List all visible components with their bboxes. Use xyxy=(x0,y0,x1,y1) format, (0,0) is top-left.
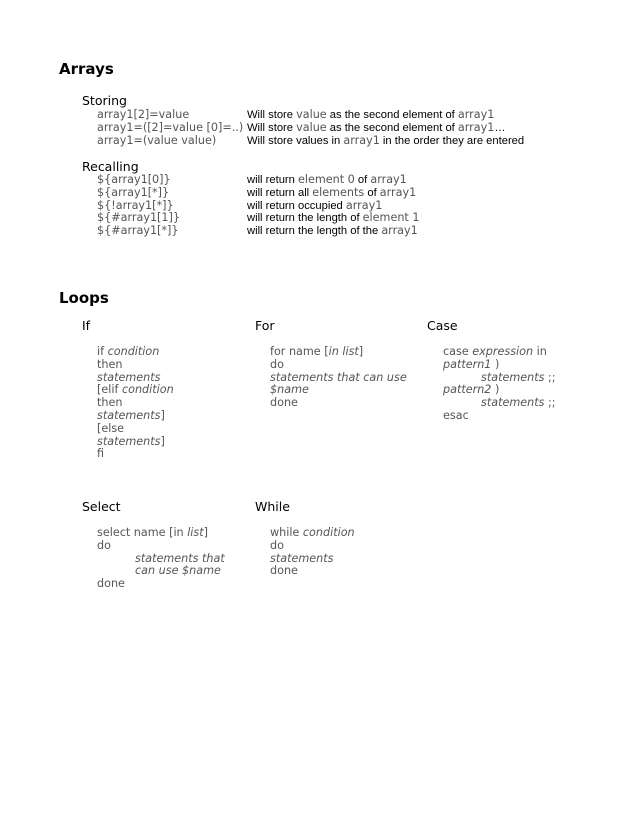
if-line: statements] xyxy=(97,408,165,422)
if-line: statements xyxy=(97,370,161,384)
case-line: pattern2 ) xyxy=(443,383,500,397)
for-line: do xyxy=(270,357,284,371)
storing-row-description: Will store values in array1 in the order they are entered xyxy=(247,133,525,147)
for-line: statements that can use xyxy=(270,370,407,384)
select-line: select name [in list] xyxy=(97,526,209,539)
for-line: done xyxy=(270,396,298,410)
while-line: while condition xyxy=(270,526,355,539)
if-heading: If xyxy=(82,318,91,333)
select-line: statements that xyxy=(135,551,225,565)
case-line: esac xyxy=(443,408,469,422)
storing-row-code: array1=(value value) xyxy=(97,133,217,147)
recalling-row-description: will return occupied array1 xyxy=(247,198,383,212)
storing-desc-list xyxy=(247,108,524,146)
storing-heading: Storing xyxy=(82,93,127,108)
case-line: case expression in xyxy=(443,345,547,358)
recalling-row-description: will return the length of the array1 xyxy=(247,224,418,238)
for-block xyxy=(270,345,407,409)
while-block xyxy=(270,526,355,577)
if-line: then xyxy=(97,357,123,371)
storing-row-description: Will store value as the second element of array1… xyxy=(247,120,506,134)
recalling-row-description: will return the length of element 1 xyxy=(247,211,420,225)
for-line: $name xyxy=(270,383,309,397)
recalling-desc-list xyxy=(247,173,419,237)
for-line: for name [in list] xyxy=(270,345,364,358)
if-line: if condition xyxy=(97,345,160,358)
while-line: done xyxy=(270,564,298,578)
for-heading: For xyxy=(255,318,275,333)
recalling-heading: Recalling xyxy=(82,159,139,174)
recalling-code-list xyxy=(97,173,180,237)
case-line: statements ;; xyxy=(481,370,556,384)
storing-row-code: array1=([2]=value [0]=..) xyxy=(97,120,244,134)
if-block xyxy=(97,345,174,460)
arrays-heading: Arrays xyxy=(59,60,114,78)
if-line: [elif condition xyxy=(97,383,174,397)
loops-heading: Loops xyxy=(59,289,109,307)
select-line: can use $name xyxy=(135,564,221,578)
select-block xyxy=(97,526,225,590)
while-line: do xyxy=(270,538,284,552)
while-heading: While xyxy=(255,499,290,514)
recalling-row-description: will return element 0 of array1 xyxy=(247,173,407,186)
select-heading: Select xyxy=(82,499,121,514)
storing-code-list xyxy=(97,108,243,146)
storing-row-description: Will store value as the second element of array1 xyxy=(247,108,495,121)
if-line: fi xyxy=(97,447,105,461)
recalling-row-code: ${#array1[*]} xyxy=(97,224,179,238)
while-line: statements xyxy=(270,551,334,565)
recalling-row-description: will return all elements of array1 xyxy=(247,185,417,199)
select-line: done xyxy=(97,577,125,591)
recalling-row-code: ${#array1[1]} xyxy=(97,211,181,225)
case-line: statements ;; xyxy=(481,396,556,410)
recalling-row-code: ${array1[0]} xyxy=(97,173,171,186)
recalling-row-code: ${!array1[*]} xyxy=(97,198,174,212)
case-heading: Case xyxy=(427,318,458,333)
if-line: then xyxy=(97,396,123,410)
recalling-row-code: ${array1[*]} xyxy=(97,185,170,199)
storing-row-code: array1[2]=value xyxy=(97,108,190,121)
if-line: [else xyxy=(97,421,125,435)
case-line: pattern1 ) xyxy=(443,357,500,371)
select-line: do xyxy=(97,538,111,552)
if-line: statements] xyxy=(97,434,165,448)
case-block xyxy=(443,345,556,422)
